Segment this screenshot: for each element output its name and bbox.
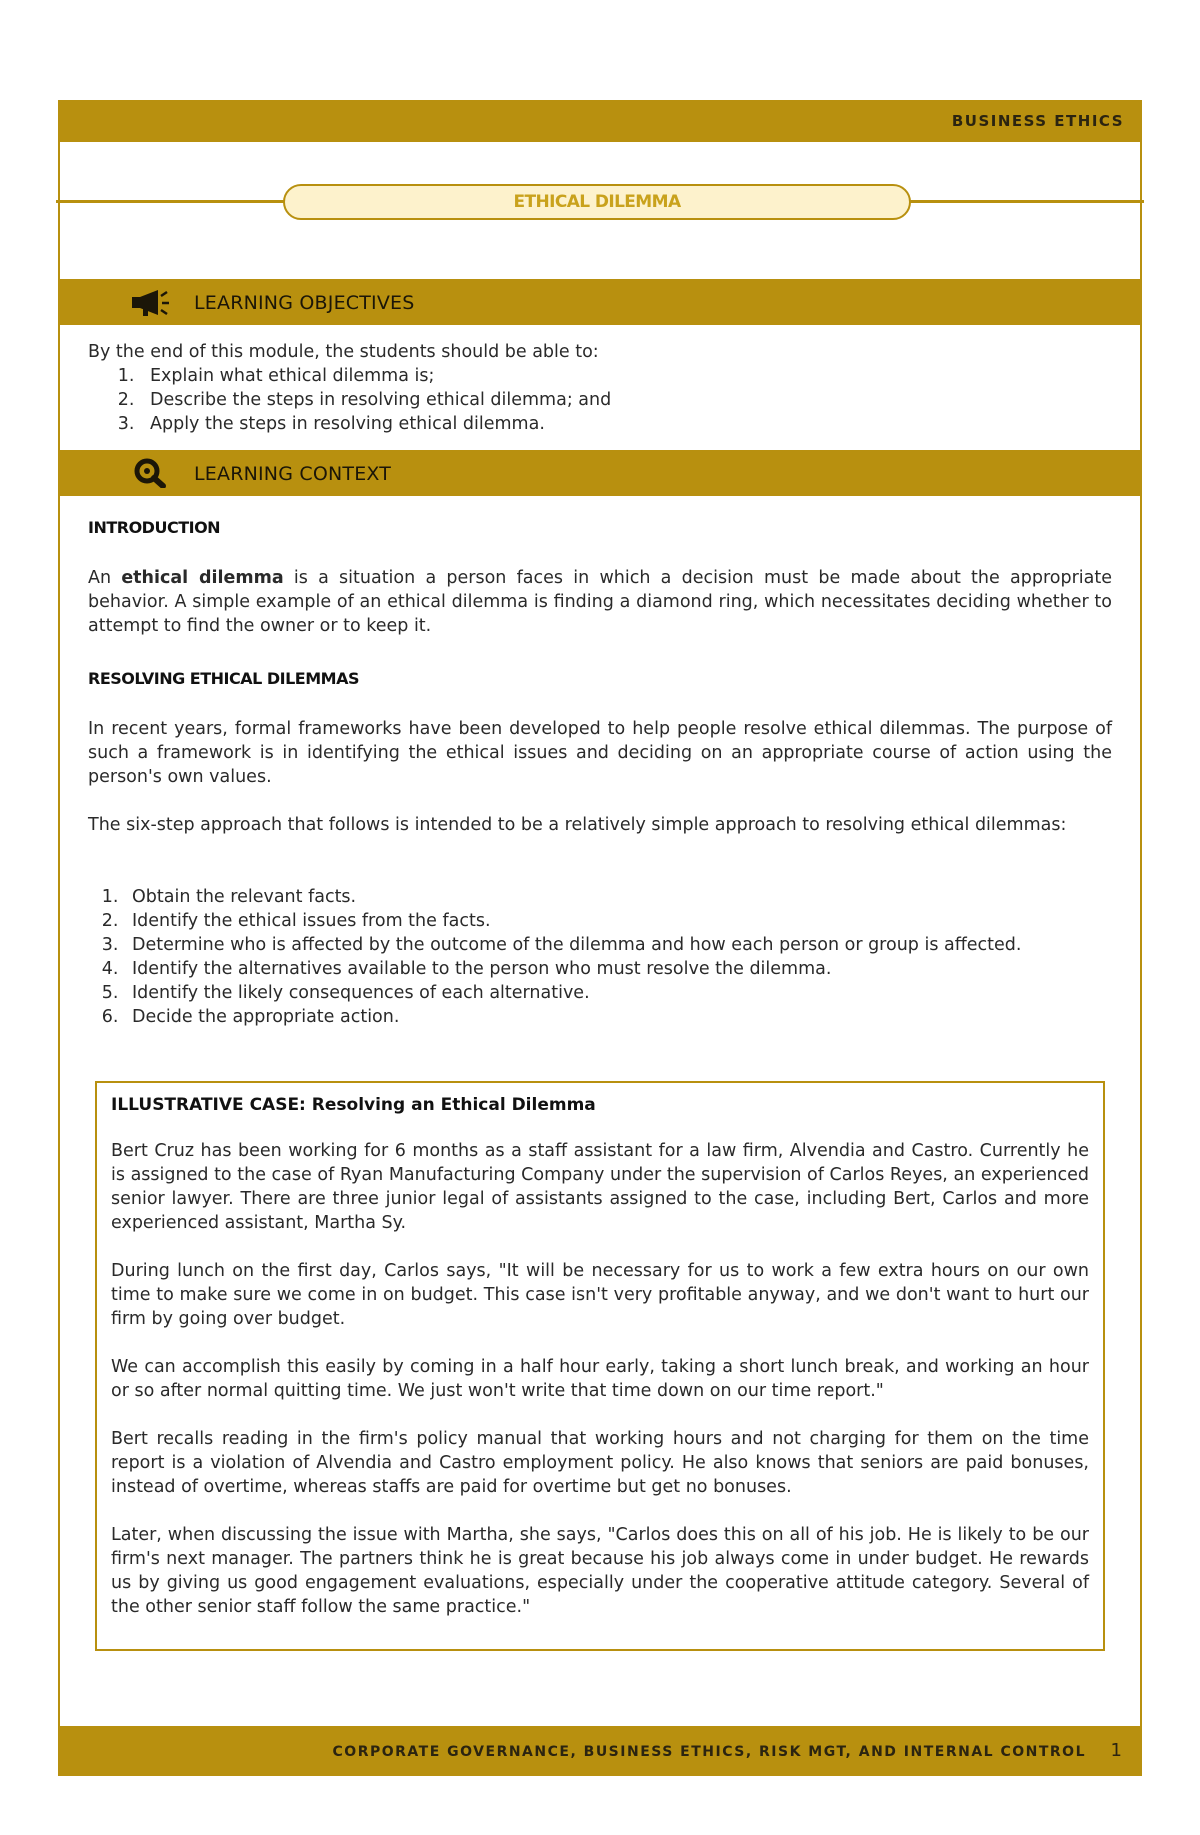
resolving-text-1: In recent years, formal frameworks have been developed to help people resolve ethical dilemmas. The purpose of such a framework is in identifying the ethical issues and deciding on an appropriate course of action using the person's own values.: [88, 719, 1112, 787]
step-item: 4. Identify the alternatives available to the person who must resolve the dilemma.: [124, 957, 1112, 981]
objectives-heading: LEARNING OBJECTIVES: [194, 292, 415, 314]
page-number: 1: [1110, 1740, 1122, 1761]
case-title: ILLUSTRATIVE CASE: Resolving an Ethical Dilemma: [111, 1095, 596, 1115]
objectives-intro: By the end of this module, the students should be able to:: [88, 342, 599, 362]
header-bar: [58, 100, 1142, 142]
case-paragraph: We can accomplish this easily by coming in a half hour early, taking a short lunch break, and working an hour or so after normal quitting time. We just won't write that time down on our time report.": [111, 1357, 1089, 1401]
step-item: 2. Identify the ethical issues from the facts.: [124, 909, 1112, 933]
resolving-paragraph-2: [88, 813, 1112, 837]
footer-bar: [58, 1726, 1142, 1776]
context-heading: LEARNING CONTEXT: [194, 463, 392, 485]
objective-item: 2. Describe the steps in resolving ethical dilemma; and: [140, 388, 1112, 412]
footer-text: CORPORATE GOVERNANCE, BUSINESS ETHICS, RISK MGT, AND INTERNAL CONTROL: [332, 1744, 1086, 1760]
header-label: BUSINESS ETHICS: [951, 112, 1124, 130]
step-item: 6. Decide the appropriate action.: [124, 1005, 1112, 1029]
intro-term: ethical dilemma: [121, 568, 284, 588]
steps-block: [88, 885, 1112, 1029]
illustrative-case-box: [95, 1081, 1105, 1651]
objectives-bar: [58, 279, 1142, 325]
objective-item: 3. Apply the steps in resolving ethical dilemma.: [140, 412, 1112, 436]
objective-item: 1. Explain what ethical dilemma is;: [140, 364, 1112, 388]
resolving-paragraph-1: [88, 717, 1112, 789]
intro-rest: is a situation a person faces in which a decision must be made about the appropriate behavior. A simple example of an ethical dilemma is finding a diamond ring, which necessitates deciding whether to attempt to find the owner or to keep it.: [88, 568, 1112, 636]
module-title: ETHICAL DILEMMA: [283, 184, 911, 220]
step-item: 5. Identify the likely consequences of each alternative.: [124, 981, 1112, 1005]
case-paragraph: Bert Cruz has been working for 6 months as a staff assistant for a law firm, Alvendia and Castro. Currently he is assigned to the case of Ryan Manufacturing Company under the supervision of Carlos Reyes, an experienced senior lawyer. There are three junior legal of assistants assigned to the case, including Bert, Carlos and more experienced assistant, Martha Sy.: [111, 1141, 1089, 1233]
introduction-heading: INTRODUCTION: [88, 518, 221, 537]
case-paragraph: Later, when discussing the issue with Martha, she says, "Carlos does this on all of his job. He is likely to be our firm's next manager. The partners think he is great because his job always come in under budget. He rewards us by giving us good engagement evaluations, especially under the cooperative attitude category. Several of the other senior staff follow the same practice.": [111, 1525, 1089, 1617]
resolving-text-2: The six-step approach that follows is intended to be a relatively simple approach to resolving ethical dilemmas:: [88, 815, 1067, 835]
megaphone-icon: [130, 287, 178, 317]
step-item: 3. Determine who is affected by the outcome of the dilemma and how each person or group is affected.: [124, 933, 1112, 957]
introduction-paragraph: [88, 566, 1112, 638]
resolving-heading: RESOLVING ETHICAL DILEMMAS: [88, 669, 359, 688]
case-paragraph: During lunch on the first day, Carlos says, "It will be necessary for us to work a few extra hours on our own time to make sure we come in on budget. This case isn't very profitable anyway, and we don't want to hurt our firm by going over budget.: [111, 1261, 1089, 1329]
intro-prefix: An: [88, 568, 122, 588]
step-item: 1. Obtain the relevant facts.: [124, 885, 1112, 909]
objectives-block: [88, 340, 1112, 436]
context-bar: [58, 450, 1142, 496]
steps-list: [88, 885, 1112, 1029]
case-paragraph: Bert recalls reading in the firm's policy manual that working hours and not charging for them on the time report is a violation of Alvendia and Castro employment policy. He also knows that seniors are paid bonuses, instead of overtime, whereas staffs are paid for overtime but get no bonuses.: [111, 1429, 1089, 1497]
magnifier-icon: [130, 458, 178, 488]
objectives-list: [88, 364, 1112, 436]
